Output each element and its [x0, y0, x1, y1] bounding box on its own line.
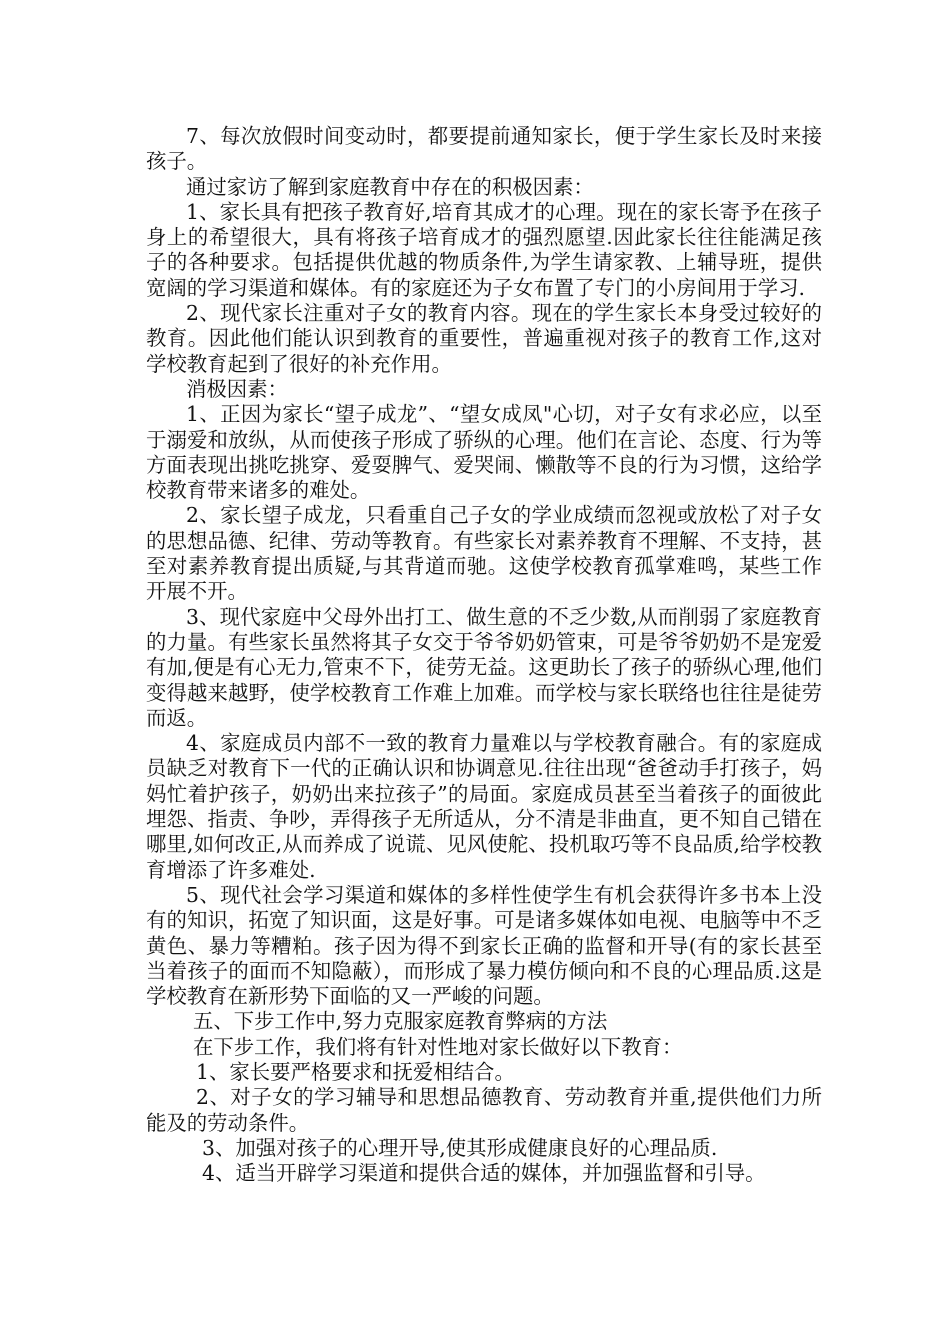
paragraph-positive-factors-heading: 通过家访了解到家庭教育中存在的积极因素： — [186, 174, 594, 199]
paragraph-next-steps-intro: 在下步工作，我们将有针对性地对家长做好以下教育： — [193, 1034, 683, 1059]
document-body — [146, 124, 822, 1186]
paragraph-positive-2: 2、现代家长注重对子女的教育内容。现在的学生家长本身受过较好的教育。因此他们能认识到教育的重要性，普遍重视对孩子的教育工作,这对学校教育起到了很好的补充作用。 — [146, 301, 822, 376]
paragraph-negative-5: 5、现代社会学习渠道和媒体的多样性使学生有机会获得许多书本上没有的知识，拓宽了知识面，这是好事。可是诸多媒体如电视、电脑等中不乏黄色、暴力等糟粕。孩子因为得不到家长正确的监督和开导(有的家长甚至当着孩子的面而不知隐蔽），而形成了暴力模仿倾向和不良的心理品质.这是学校教育在新形势下面临的又一严峻的问题。 — [146, 882, 822, 1009]
paragraph-measure-3: 3、加强对孩子的心理开导,使其形成健康良好的心理品质. — [202, 1135, 718, 1160]
paragraph-measure-4: 4、适当开辟学习渠道和提供合适的媒体，并加强监督和引导。 — [202, 1161, 766, 1186]
paragraph-negative-2: 2、家长望子成龙，只看重自己子女的学业成绩而忽视或放松了对子女的思想品德、纪律、劳动等教育。有些家长对素养教育不理解、不支持，甚至对素养教育提出质疑,与其背道而驰。这使学校教育孤掌难鸣，某些工作开展不开。 — [146, 503, 822, 604]
paragraph-measure-2: 2、对子女的学习辅导和思想品德教育、劳动教育并重,提供他们力所能及的劳动条件。 — [146, 1085, 822, 1135]
paragraph-item-7: 7、每次放假时间变动时，都要提前通知家长，便于学生家长及时来接孩子。 — [146, 124, 822, 174]
paragraph-negative-factors-heading: 消极因素： — [186, 376, 288, 401]
section-heading-five: 五、下步工作中,努力克服家庭教育弊病的方法 — [193, 1009, 608, 1034]
paragraph-negative-1: 1、正因为家长“望子成龙”、“望女成凤"心切，对子女有求必应，以至于溺爱和放纵，从而使孩子形成了骄纵的心理。他们在言论、态度、行为等方面表现出挑吃挑穿、爱耍脾气、爱哭闹、懒散等不良的行为习惯，这给学校教育带来诸多的难处。 — [146, 402, 822, 503]
paragraph-negative-4: 4、家庭成员内部不一致的教育力量难以与学校教育融合。有的家庭成员缺乏对教育下一代的正确认识和协调意见.往往出现“爸爸动手打孩子，妈妈忙着护孩子，奶奶出来拉孩子”的局面。家庭成员甚至当着孩子的面彼此埋怨、指责、争吵，弄得孩子无所适从，分不清是非曲直，更不知自己错在哪里,如何改正,从而养成了说谎、见风使舵、投机取巧等不良品质,给学校教育增添了许多难处. — [146, 731, 822, 882]
paragraph-measure-1: 1、家长要严格要求和抚爱相结合。 — [196, 1059, 515, 1084]
paragraph-positive-1: 1、家长具有把孩子教育好,培育其成才的心理。现在的家长寄予在孩子身上的希望很大，具有将孩子培育成才的强烈愿望.因此家长往往能满足孩子的各种要求。包括提供优越的物质条件,为学生请家教、上辅导班，提供宽阔的学习渠道和媒体。有的家庭还为子女布置了专门的小房间用于学习. — [146, 199, 822, 300]
paragraph-negative-3: 3、现代家庭中父母外出打工、做生意的不乏少数,从而削弱了家庭教育的力量。有些家长虽然将其子女交于爷爷奶奶管束，可是爷爷奶奶不是宠爱有加,便是有心无力,管束不下，徒劳无益。这更助长了孩子的骄纵心理,他们变得越来越野，使学校教育工作难上加难。而学校与家长联络也往往是徒劳而返。 — [146, 604, 822, 730]
